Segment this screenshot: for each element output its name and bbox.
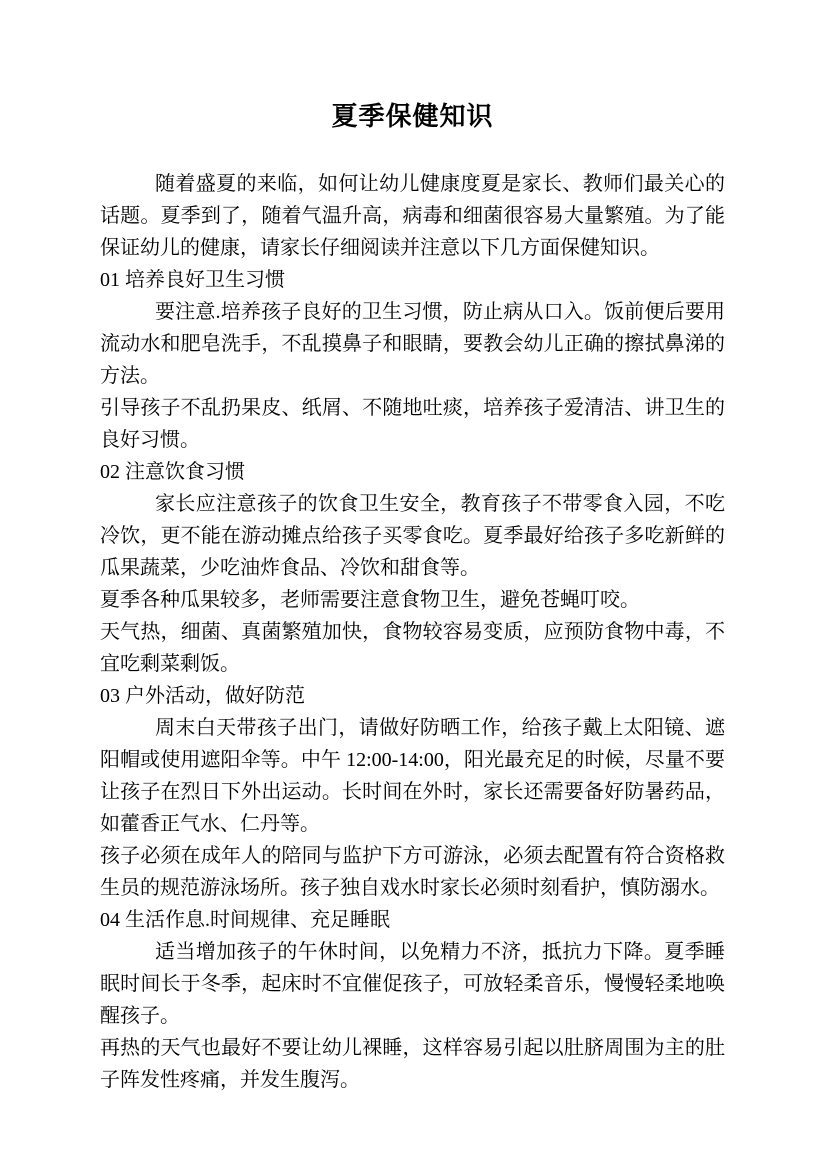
- section-02-paragraph-1: 家长应注意孩子的饮食卫生安全，教育孩子不带零食入园，不吃冷饮，更不能在游动摊点给孩子买零食吃。夏季最好给孩子多吃新鲜的瓜果蔬菜，少吃油炸食品、冷饮和甜食等。: [100, 493, 725, 579]
- section-02-paragraph-3: 天气热，细菌、真菌繁殖加快，食物较容易变质，应预防食物中毒，不宜吃剩菜剩饭。: [100, 621, 725, 675]
- document-body: [100, 168, 725, 1096]
- section-heading-02: 02 注意饮食习惯: [100, 461, 245, 483]
- section-heading-04: 04 生活作息.时间规律、充足睡眠: [100, 909, 390, 931]
- section-heading-03: 03 户外活动，做好防范: [100, 685, 305, 707]
- section-01-paragraph-1: 要注意.培养孩子良好的卫生习惯，防止病从口入。饭前便后要用流动水和肥皂洗手，不乱摸鼻子和眼睛，要教会幼儿正确的擦拭鼻涕的方法。: [100, 301, 725, 387]
- document-title: 夏季保健知识: [331, 102, 494, 131]
- section-heading-01: 01 培养良好卫生习惯: [100, 269, 285, 291]
- section-02-paragraph-2: 夏季各种瓜果较多，老师需要注意食物卫生，避免苍蝇叮咬。: [100, 589, 640, 611]
- section-03-paragraph-1: 周末白天带孩子出门，请做好防晒工作，给孩子戴上太阳镜、遮阳帽或使用遮阳伞等。中午 12:00-14:00，阳光最充足的时候，尽量不要让孩子在烈日下外出运动。长时间在外时，家长还需要备好防暑药品，如藿香正气水、仁丹等。: [100, 717, 725, 835]
- section-01-paragraph-2: 引导孩子不乱扔果皮、纸屑、不随地吐痰，培养孩子爱清洁、讲卫生的良好习惯。: [100, 397, 725, 451]
- section-03-paragraph-2: 孩子必须在成年人的陪同与监护下方可游泳，必须去配置有符合资格救生员的规范游泳场所。孩子独自戏水时家长必须时刻看护，慎防溺水。: [100, 845, 725, 899]
- intro-paragraph: 随着盛夏的来临，如何让幼儿健康度夏是家长、教师们最关心的话题。夏季到了，随着气温升高，病毒和细菌很容易大量繁殖。为了能保证幼儿的健康，请家长仔细阅读并注意以下几方面保健知识。: [100, 173, 725, 259]
- section-04-paragraph-2: 再热的天气也最好不要让幼儿裸睡，这样容易引起以肚脐周围为主的肚子阵发性疼痛，并发生腹泻。: [100, 1037, 725, 1091]
- section-04-paragraph-1: 适当增加孩子的午休时间，以免精力不济，抵抗力下降。夏季睡眠时间长于冬季，起床时不宜催促孩子，可放轻柔音乐，慢慢轻柔地唤醒孩子。: [100, 941, 725, 1027]
